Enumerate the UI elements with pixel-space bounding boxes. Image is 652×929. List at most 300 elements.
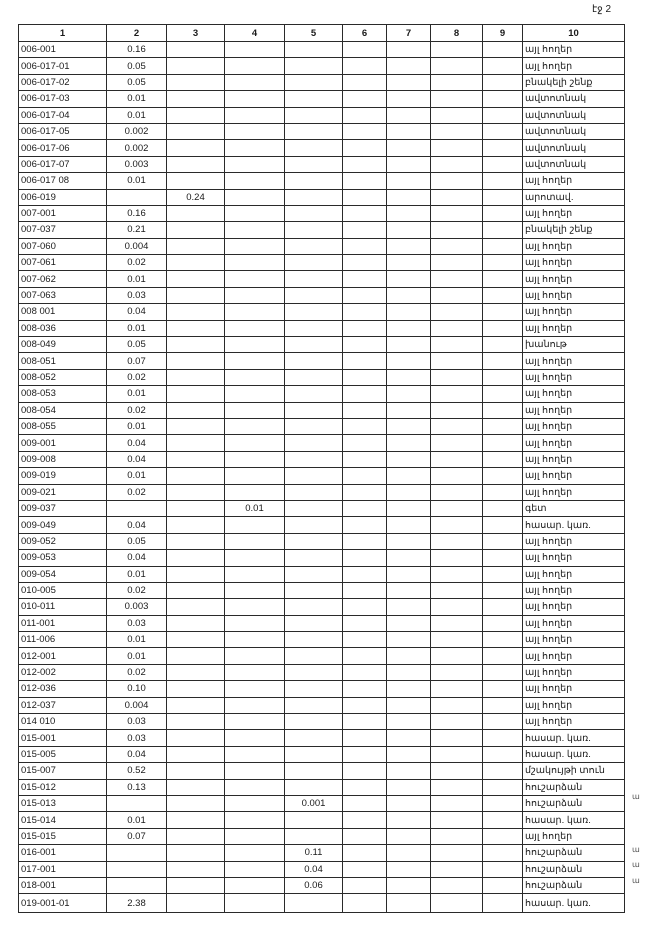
table-row (19, 255, 625, 271)
cell-col-2: 0.04 (107, 435, 167, 451)
cell-col-10: մշակույթի տուն (523, 763, 625, 779)
cell-col-10: հասար. կառ. (523, 730, 625, 746)
column-header: 9 (483, 25, 523, 42)
cell-col-10: այլ հողեր (523, 566, 625, 582)
cell-col-7 (387, 550, 431, 566)
table-row (19, 337, 625, 353)
cell-col-9 (483, 828, 523, 844)
cell-col-3 (167, 369, 225, 385)
cell-col-9 (483, 304, 523, 320)
cell-col-10: հուշարձան (523, 845, 625, 861)
cell-col-3 (167, 140, 225, 156)
cell-col-9 (483, 468, 523, 484)
cell-col-4 (225, 140, 285, 156)
cell-col-10: ավտոտնակ (523, 107, 625, 123)
cell-col-9 (483, 58, 523, 74)
cell-col-6 (343, 484, 387, 500)
cell-col-6 (343, 566, 387, 582)
cell-col-6 (343, 140, 387, 156)
cell-col-9 (483, 845, 523, 861)
cell-col-10: հասար. կառ. (523, 812, 625, 828)
cell-col-3 (167, 681, 225, 697)
cell-col-2: 0.10 (107, 681, 167, 697)
cell-col-7 (387, 205, 431, 221)
cell-col-1: 015-012 (19, 779, 107, 795)
cell-col-7 (387, 812, 431, 828)
column-header: 5 (285, 25, 343, 42)
cell-col-8 (431, 107, 483, 123)
cell-col-1: 008-052 (19, 369, 107, 385)
cell-col-2: 0.03 (107, 287, 167, 303)
cell-col-1: 008-051 (19, 353, 107, 369)
cell-col-1: 008-049 (19, 337, 107, 353)
cell-col-7 (387, 386, 431, 402)
table-row (19, 123, 625, 139)
cell-col-9 (483, 550, 523, 566)
cell-col-5 (285, 697, 343, 713)
column-header: 6 (343, 25, 387, 42)
cell-col-8 (431, 91, 483, 107)
table-row (19, 451, 625, 467)
cell-col-7 (387, 894, 431, 913)
cell-col-2: 0.01 (107, 632, 167, 648)
table-row (19, 107, 625, 123)
cell-col-6 (343, 697, 387, 713)
cell-col-3 (167, 91, 225, 107)
cell-col-10: արոտավ. (523, 189, 625, 205)
table-row (19, 795, 625, 811)
cell-col-5 (285, 730, 343, 746)
cell-col-8 (431, 304, 483, 320)
cell-col-8 (431, 664, 483, 680)
cell-col-1: 006-017-06 (19, 140, 107, 156)
cell-col-1: 009-054 (19, 566, 107, 582)
table-row (19, 42, 625, 58)
cell-col-6 (343, 369, 387, 385)
cell-col-9 (483, 156, 523, 172)
cell-col-9 (483, 238, 523, 254)
cell-col-10: այլ հողեր (523, 418, 625, 434)
cell-col-9 (483, 500, 523, 516)
cell-col-1: 006-001 (19, 42, 107, 58)
cell-col-2: 0.05 (107, 58, 167, 74)
cell-col-5 (285, 189, 343, 205)
cell-col-8 (431, 795, 483, 811)
cell-col-10: խանութ (523, 337, 625, 353)
cell-col-7 (387, 877, 431, 893)
cell-col-9 (483, 337, 523, 353)
cell-col-5 (285, 353, 343, 369)
cell-col-7 (387, 287, 431, 303)
cell-col-2: 0.003 (107, 599, 167, 615)
cell-col-6 (343, 763, 387, 779)
cell-col-10: հուշարձան (523, 779, 625, 795)
cell-col-6 (343, 632, 387, 648)
cell-col-6 (343, 271, 387, 287)
cell-col-4 (225, 91, 285, 107)
cell-col-5 (285, 435, 343, 451)
cell-col-3 (167, 664, 225, 680)
cell-col-3 (167, 730, 225, 746)
margin-mark: ա (632, 792, 640, 801)
cell-col-1: 012-036 (19, 681, 107, 697)
cell-col-1: 007-060 (19, 238, 107, 254)
cell-col-3: 0.24 (167, 189, 225, 205)
cell-col-6 (343, 664, 387, 680)
cell-col-1: 006-017-05 (19, 123, 107, 139)
cell-col-1: 009-053 (19, 550, 107, 566)
cell-col-4 (225, 468, 285, 484)
cell-col-6 (343, 386, 387, 402)
cell-col-5 (285, 173, 343, 189)
cell-col-5: 0.06 (285, 877, 343, 893)
cell-col-5 (285, 271, 343, 287)
cell-col-9 (483, 189, 523, 205)
cell-col-8 (431, 714, 483, 730)
cell-col-6 (343, 599, 387, 615)
cell-col-5: 0.001 (285, 795, 343, 811)
cell-col-6 (343, 42, 387, 58)
cell-col-10: այլ հողեր (523, 435, 625, 451)
cell-col-7 (387, 58, 431, 74)
cell-col-6 (343, 582, 387, 598)
cell-col-4 (225, 828, 285, 844)
cell-col-8 (431, 156, 483, 172)
cell-col-2: 0.04 (107, 517, 167, 533)
cell-col-2 (107, 861, 167, 877)
cell-col-3 (167, 795, 225, 811)
cell-col-10: այլ հողեր (523, 304, 625, 320)
cell-col-3 (167, 353, 225, 369)
cell-col-2 (107, 877, 167, 893)
cell-col-5 (285, 468, 343, 484)
cell-col-10: հասար. կառ. (523, 517, 625, 533)
cell-col-4 (225, 582, 285, 598)
cell-col-7 (387, 271, 431, 287)
cell-col-6 (343, 681, 387, 697)
cell-col-8 (431, 845, 483, 861)
cell-col-7 (387, 156, 431, 172)
cell-col-8 (431, 861, 483, 877)
cell-col-8 (431, 173, 483, 189)
cell-col-5 (285, 681, 343, 697)
table-row (19, 173, 625, 189)
cell-col-4 (225, 353, 285, 369)
cell-col-6 (343, 74, 387, 90)
table-row (19, 828, 625, 844)
cell-col-1: 006-017-02 (19, 74, 107, 90)
cell-col-5 (285, 402, 343, 418)
cell-col-2: 0.01 (107, 468, 167, 484)
cell-col-1: 009-008 (19, 451, 107, 467)
table-row (19, 664, 625, 680)
cell-col-3 (167, 287, 225, 303)
cell-col-5 (285, 123, 343, 139)
cell-col-4 (225, 566, 285, 582)
cell-col-8 (431, 500, 483, 516)
cell-col-8 (431, 632, 483, 648)
cell-col-3 (167, 468, 225, 484)
cell-col-2: 0.01 (107, 648, 167, 664)
cell-col-5 (285, 894, 343, 913)
margin-mark: ա (632, 860, 640, 869)
cell-col-6 (343, 58, 387, 74)
cell-col-10: այլ հողեր (523, 205, 625, 221)
cell-col-4 (225, 205, 285, 221)
cell-col-4 (225, 877, 285, 893)
cell-col-7 (387, 795, 431, 811)
cell-col-5 (285, 255, 343, 271)
cell-col-1: 019-001-01 (19, 894, 107, 913)
cell-col-8 (431, 238, 483, 254)
cell-col-7 (387, 42, 431, 58)
cell-col-7 (387, 140, 431, 156)
cell-col-1: 010-005 (19, 582, 107, 598)
cell-col-4 (225, 763, 285, 779)
cell-col-8 (431, 418, 483, 434)
cell-col-5 (285, 386, 343, 402)
cell-col-4 (225, 451, 285, 467)
cell-col-6 (343, 173, 387, 189)
table-row (19, 238, 625, 254)
cell-col-8 (431, 730, 483, 746)
cell-col-6 (343, 418, 387, 434)
cell-col-5 (285, 533, 343, 549)
cell-col-2: 0.16 (107, 205, 167, 221)
cell-col-9 (483, 255, 523, 271)
cell-col-9 (483, 517, 523, 533)
cell-col-2: 0.04 (107, 746, 167, 762)
cell-col-7 (387, 746, 431, 762)
cell-col-5 (285, 238, 343, 254)
cell-col-5 (285, 107, 343, 123)
cell-col-7 (387, 845, 431, 861)
cell-col-5 (285, 648, 343, 664)
cell-col-1: 006-017-03 (19, 91, 107, 107)
cell-col-8 (431, 271, 483, 287)
cell-col-4 (225, 304, 285, 320)
cell-col-3 (167, 74, 225, 90)
cell-col-4 (225, 533, 285, 549)
cell-col-1: 007-062 (19, 271, 107, 287)
cell-col-3 (167, 599, 225, 615)
cell-col-8 (431, 369, 483, 385)
cell-col-5 (285, 451, 343, 467)
cell-col-10: այլ հողեր (523, 271, 625, 287)
cell-col-10: այլ հողեր (523, 58, 625, 74)
cell-col-3 (167, 173, 225, 189)
table-row (19, 615, 625, 631)
cell-col-2: 0.01 (107, 418, 167, 434)
cell-col-3 (167, 763, 225, 779)
cell-col-9 (483, 714, 523, 730)
cell-col-1: 012-001 (19, 648, 107, 664)
table-row (19, 320, 625, 336)
cell-col-3 (167, 402, 225, 418)
cell-col-8 (431, 205, 483, 221)
column-header: 3 (167, 25, 225, 42)
cell-col-7 (387, 337, 431, 353)
table-row (19, 861, 625, 877)
cell-col-8 (431, 386, 483, 402)
cell-col-1: 007-037 (19, 222, 107, 238)
cell-col-7 (387, 500, 431, 516)
cell-col-7 (387, 451, 431, 467)
cell-col-9 (483, 566, 523, 582)
cell-col-2: 0.07 (107, 353, 167, 369)
cell-col-3 (167, 304, 225, 320)
cell-col-5 (285, 287, 343, 303)
column-header: 4 (225, 25, 285, 42)
cell-col-4 (225, 222, 285, 238)
cell-col-1: 006-017-01 (19, 58, 107, 74)
cell-col-2: 0.01 (107, 812, 167, 828)
cell-col-10: այլ հողեր (523, 320, 625, 336)
cell-col-10: հուշարձան (523, 861, 625, 877)
cell-col-1: 009-001 (19, 435, 107, 451)
cell-col-6 (343, 304, 387, 320)
cell-col-4 (225, 255, 285, 271)
cell-col-3 (167, 517, 225, 533)
cell-col-2: 0.01 (107, 386, 167, 402)
cell-col-10: հասար. կառ. (523, 746, 625, 762)
table-row (19, 582, 625, 598)
cell-col-7 (387, 861, 431, 877)
cell-col-6 (343, 517, 387, 533)
cell-col-10: ավտոտնակ (523, 123, 625, 139)
cell-col-9 (483, 353, 523, 369)
table-row (19, 189, 625, 205)
cell-col-6 (343, 828, 387, 844)
cell-col-8 (431, 582, 483, 598)
cell-col-1: 015-015 (19, 828, 107, 844)
cell-col-7 (387, 599, 431, 615)
cell-col-7 (387, 468, 431, 484)
cell-col-8 (431, 255, 483, 271)
cell-col-4 (225, 894, 285, 913)
cell-col-10: այլ հողեր (523, 484, 625, 500)
cell-col-3 (167, 877, 225, 893)
cell-col-1: 009-021 (19, 484, 107, 500)
cell-col-4: 0.01 (225, 500, 285, 516)
cell-col-3 (167, 205, 225, 221)
cell-col-9 (483, 681, 523, 697)
cell-col-6 (343, 812, 387, 828)
cell-col-9 (483, 484, 523, 500)
cell-col-7 (387, 632, 431, 648)
table-row (19, 402, 625, 418)
cell-col-7 (387, 402, 431, 418)
cell-col-5 (285, 74, 343, 90)
table-row (19, 877, 625, 893)
cell-col-3 (167, 156, 225, 172)
cell-col-6 (343, 205, 387, 221)
cell-col-3 (167, 222, 225, 238)
cell-col-9 (483, 369, 523, 385)
cell-col-8 (431, 828, 483, 844)
cell-col-9 (483, 779, 523, 795)
cell-col-5 (285, 42, 343, 58)
cell-col-2: 0.02 (107, 484, 167, 500)
cell-col-8 (431, 779, 483, 795)
cell-col-2: 0.004 (107, 238, 167, 254)
cell-col-8 (431, 599, 483, 615)
cell-col-10: այլ հողեր (523, 238, 625, 254)
cell-col-2: 0.02 (107, 582, 167, 598)
table-row (19, 271, 625, 287)
table-body (19, 42, 625, 913)
cell-col-6 (343, 91, 387, 107)
cell-col-6 (343, 714, 387, 730)
table-row (19, 222, 625, 238)
cell-col-1: 012-037 (19, 697, 107, 713)
cell-col-2: 0.01 (107, 320, 167, 336)
cell-col-4 (225, 320, 285, 336)
cell-col-1: 009-052 (19, 533, 107, 549)
cell-col-8 (431, 681, 483, 697)
cell-col-8 (431, 812, 483, 828)
cell-col-4 (225, 779, 285, 795)
cell-col-3 (167, 550, 225, 566)
table-row (19, 304, 625, 320)
cell-col-10: այլ հողեր (523, 255, 625, 271)
cell-col-7 (387, 566, 431, 582)
cell-col-7 (387, 517, 431, 533)
cell-col-10: բնակելի շենք (523, 74, 625, 90)
table-row (19, 845, 625, 861)
cell-col-10: հասար. կառ. (523, 894, 625, 913)
cell-col-10: այլ հողեր (523, 550, 625, 566)
cell-col-6 (343, 730, 387, 746)
cell-col-5 (285, 369, 343, 385)
cell-col-10: այլ հողեր (523, 533, 625, 549)
cell-col-3 (167, 58, 225, 74)
cell-col-2: 0.03 (107, 714, 167, 730)
cell-col-9 (483, 91, 523, 107)
page-number: էջ 2 (592, 4, 612, 15)
table-row (19, 697, 625, 713)
cell-col-9 (483, 615, 523, 631)
cell-col-6 (343, 451, 387, 467)
cell-col-2: 0.02 (107, 255, 167, 271)
cell-col-5 (285, 566, 343, 582)
cell-col-3 (167, 533, 225, 549)
table-row (19, 566, 625, 582)
cell-col-10: այլ հողեր (523, 353, 625, 369)
cell-col-2: 0.02 (107, 369, 167, 385)
cell-col-3 (167, 746, 225, 762)
cell-col-7 (387, 697, 431, 713)
cell-col-8 (431, 74, 483, 90)
cell-col-6 (343, 123, 387, 139)
cell-col-6 (343, 500, 387, 516)
cell-col-4 (225, 74, 285, 90)
cell-col-5 (285, 91, 343, 107)
cell-col-9 (483, 730, 523, 746)
cell-col-3 (167, 386, 225, 402)
cell-col-1: 015-014 (19, 812, 107, 828)
cell-col-10: այլ հողեր (523, 287, 625, 303)
cell-col-3 (167, 828, 225, 844)
cell-col-10: այլ հողեր (523, 451, 625, 467)
table-row (19, 500, 625, 516)
table-row (19, 74, 625, 90)
cell-col-9 (483, 402, 523, 418)
cell-col-5 (285, 140, 343, 156)
cell-col-5 (285, 337, 343, 353)
cell-col-6 (343, 107, 387, 123)
cell-col-4 (225, 238, 285, 254)
